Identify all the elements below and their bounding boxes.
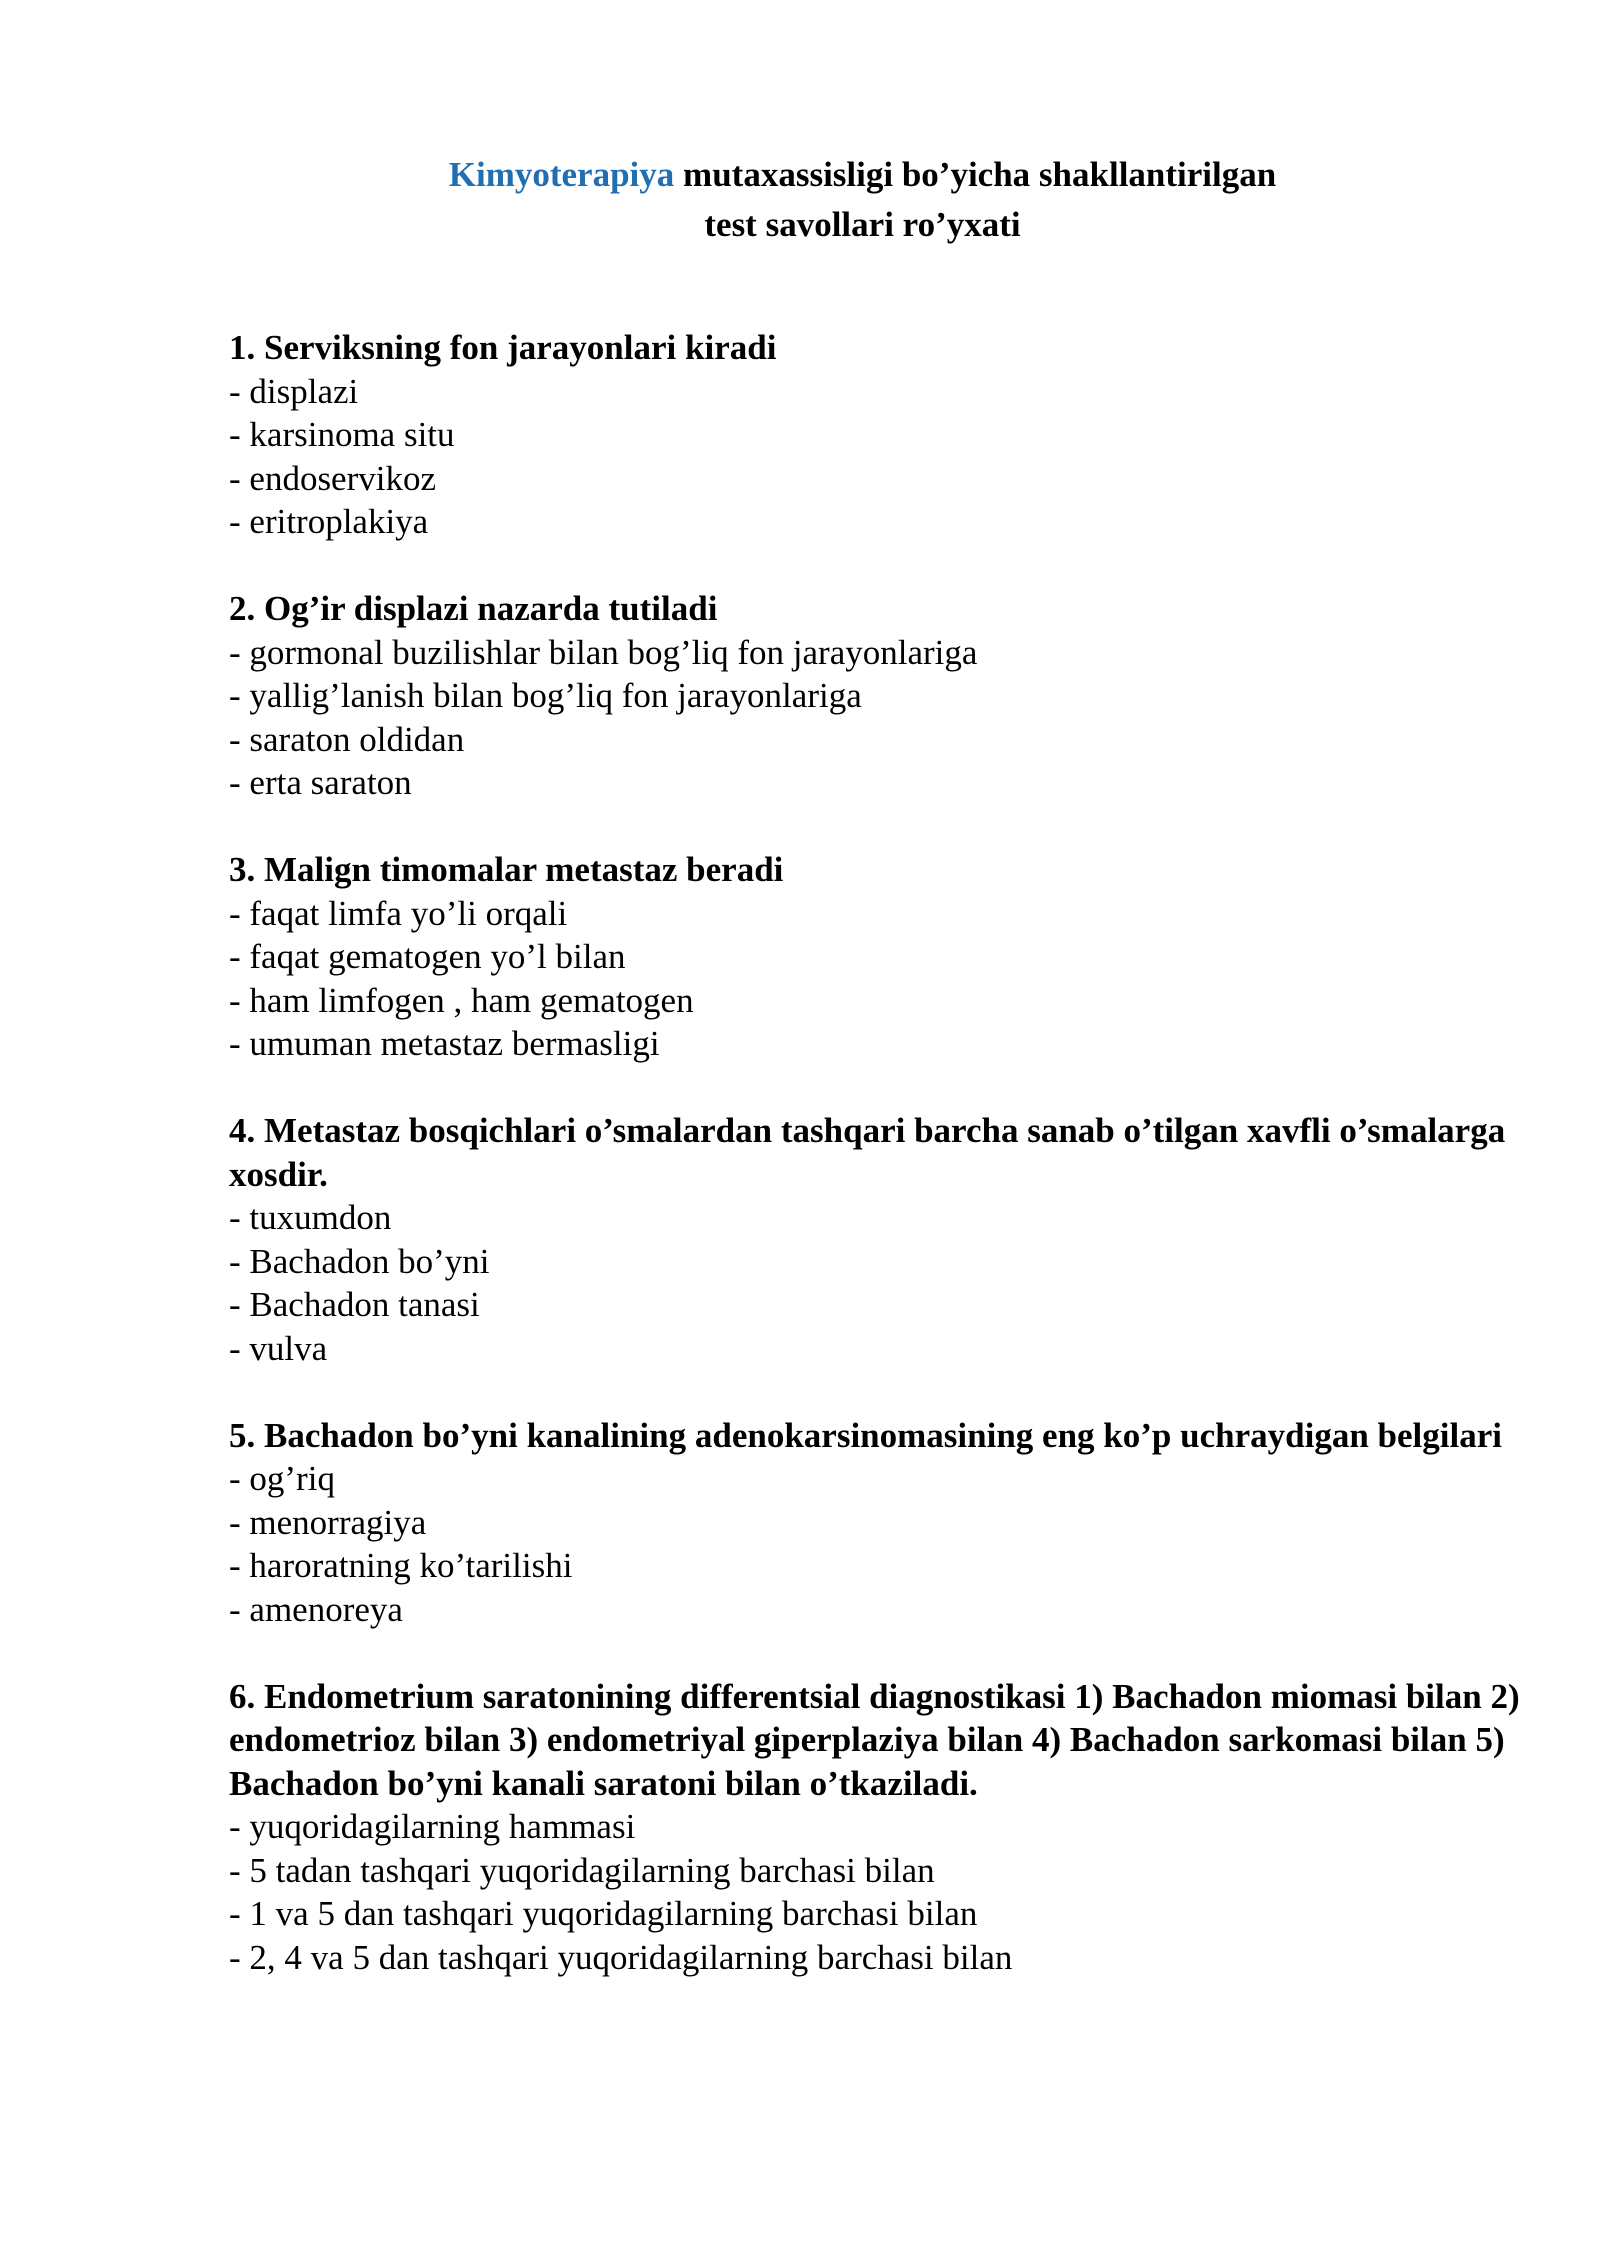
answer-option: - 2, 4 va 5 dan tashqari yuqoridagilarning barchasi bilan	[229, 1937, 1013, 1977]
title-line-1	[0, 150, 1600, 200]
answer-option: - umuman metastaz bermasligi	[229, 1024, 660, 1063]
answer-option: - saraton oldidan	[229, 719, 465, 759]
answer-option: - 5 tadan tashqari yuqoridagilarning barchasi bilan	[229, 1850, 935, 1890]
question-text: 1. Serviksning fon jarayonlari kiradi	[229, 328, 777, 367]
answer-option: - faqat gematogen yo’l bilan	[229, 937, 626, 976]
answer-option: - haroratning ko’tarilishi	[229, 1546, 573, 1585]
answer-option: - endoservikoz	[229, 458, 437, 498]
answer-option: - karsinoma situ	[229, 415, 455, 454]
answer-option: - eritroplakiya	[229, 502, 429, 541]
answer-option: - Bachadon bo’yni	[229, 1241, 490, 1281]
answer-option: - faqat limfa yo’li orqali	[229, 893, 568, 933]
answer-option: - yallig’lanish bilan bog’liq fon jarayonlariga	[229, 676, 862, 715]
answer-option: - ham limfogen , ham gematogen	[229, 980, 694, 1020]
title-line-2: test savollari ro’yxati	[704, 205, 1021, 244]
question-text: 2. Og’ir displazi nazarda tutiladi	[229, 589, 718, 628]
question-text: 6. Endometrium saratonining differentsial diagnostikasi 1) Bachadon miomasi bilan 2) endometrioz bilan 3) endometriyal giperplaziya bilan 4) Bachadon sarkomasi bilan 5) Bachadon bo’yni kanali saratoni bilan o’tkaziladi.	[229, 1676, 1520, 1803]
title-accent-word: Kimyoterapiya	[448, 155, 675, 194]
document-title	[0, 150, 1600, 250]
question-6	[229, 1675, 1529, 1980]
answer-option: - displazi	[229, 371, 359, 411]
answer-option: - vulva	[229, 1328, 328, 1368]
question-list	[229, 326, 1529, 2023]
question-text: 5. Bachadon bo’yni kanalining adenokarsinomasining eng ko’p uchraydigan belgilari	[229, 1415, 1502, 1455]
answer-option: - tuxumdon	[229, 1198, 392, 1237]
question-2	[229, 587, 1529, 805]
question-3	[229, 848, 1529, 1066]
question-text: 4. Metastaz bosqichlari o’smalardan tashqari barcha sanab o’tilgan xavfli o’smalarga xosdir.	[229, 1111, 1506, 1194]
answer-option: - gormonal buzilishlar bilan bog’liq fon jarayonlariga	[229, 632, 978, 672]
answer-option: - Bachadon tanasi	[229, 1285, 480, 1324]
answer-option: - amenoreya	[229, 1589, 403, 1629]
question-text: 3. Malign timomalar metastaz beradi	[229, 850, 784, 889]
answer-option: - erta saraton	[229, 763, 412, 802]
title-line-1-rest: mutaxassisligi bo’yicha shakllantirilgan	[674, 155, 1277, 194]
answer-option: - menorragiya	[229, 1502, 427, 1542]
question-4	[229, 1109, 1529, 1370]
answer-option: - og’riq	[229, 1459, 335, 1498]
answer-option: - yuqoridagilarning hammasi	[229, 1807, 636, 1846]
question-5	[229, 1414, 1529, 1632]
question-1	[229, 326, 1529, 544]
answer-option: - 1 va 5 dan tashqari yuqoridagilarning barchasi bilan	[229, 1894, 978, 1933]
